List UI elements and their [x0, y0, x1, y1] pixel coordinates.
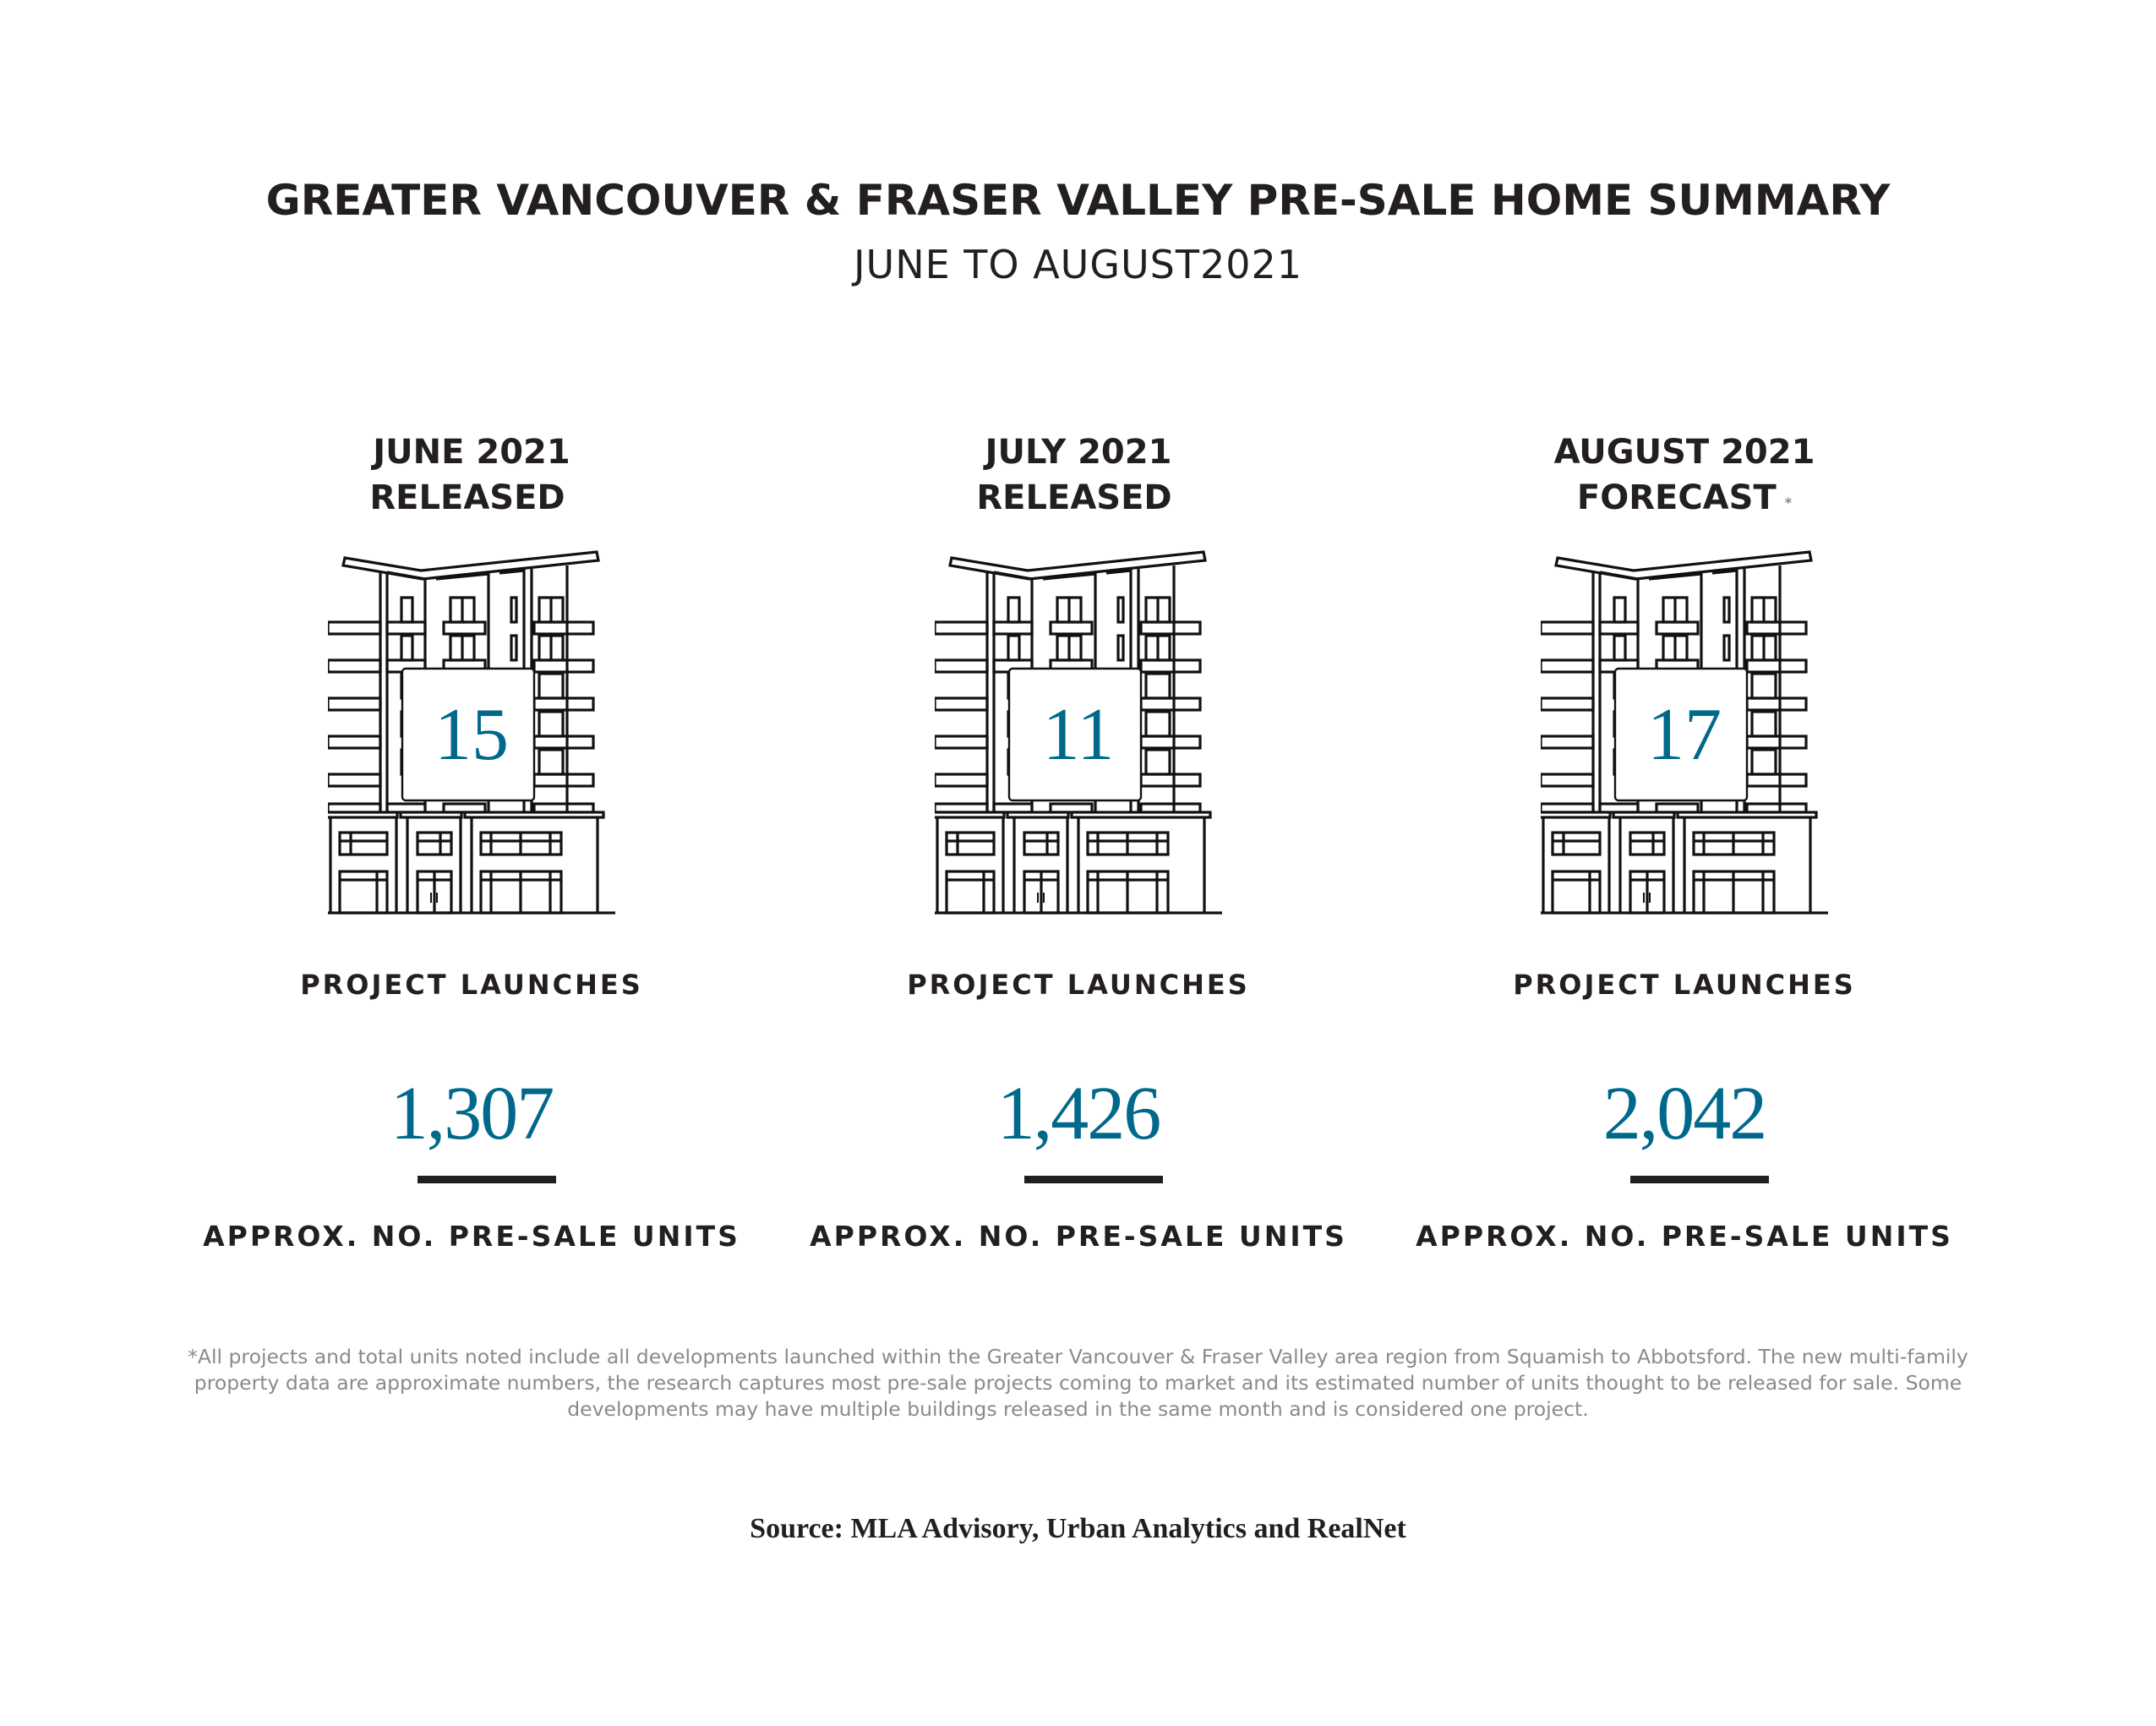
divider-bar	[1024, 1176, 1163, 1183]
column-month: JULY 2021	[985, 433, 1172, 472]
column-status: RELEASED	[976, 478, 1172, 517]
column-month: JUNE 2021	[373, 433, 570, 472]
source-citation: Source: MLA Advisory, Urban Analytics and RealNet	[750, 1513, 1406, 1544]
column-status: FORECAST	[1576, 478, 1777, 517]
column-month: AUGUST 2021	[1553, 433, 1815, 472]
presale-units-label: APPROX. NO. PRE-SALE UNITS	[203, 1220, 740, 1253]
presale-units-label: APPROX. NO. PRE-SALE UNITS	[1416, 1220, 1953, 1253]
asterisk-note: *	[1784, 494, 1793, 511]
page-title: GREATER VANCOUVER & FRASER VALLEY PRE-SALE HOME SUMMARY	[265, 176, 1891, 225]
column-heading	[150, 429, 793, 521]
divider-bar	[1630, 1176, 1769, 1183]
page-subtitle: JUNE TO AUGUST2021	[853, 242, 1303, 287]
project-launches-value: 15	[434, 694, 509, 776]
presale-units-value: 1,307	[390, 1072, 554, 1155]
summary-column-july	[757, 0, 1400, 1268]
presale-units-value: 1,426	[996, 1072, 1160, 1155]
divider-bar	[418, 1176, 556, 1183]
project-launches-label: PROJECT LAUNCHES	[907, 969, 1250, 1001]
summary-column-june	[150, 0, 793, 1268]
presale-units-label: APPROX. NO. PRE-SALE UNITS	[810, 1220, 1347, 1253]
project-launches-label: PROJECT LAUNCHES	[300, 969, 643, 1001]
column-heading	[757, 429, 1400, 521]
project-launches-value: 11	[1042, 694, 1115, 776]
footnote: *All projects and total units noted include all developments launched within the Greater Vancouver & Fraser Valley area region from Squamish to Abbotsford. The new multi-family property data are approximate numbers, the research captures most pre-sale projects coming to market and its estimated number of units thought to be released for sale. Some developments may have multiple buildings released in the same month and is considered one project.	[188, 1345, 1968, 1421]
presale-units-value: 2,042	[1602, 1072, 1766, 1155]
summary-column-august	[1363, 0, 2006, 1268]
column-status: RELEASED	[369, 478, 565, 517]
project-launches-label: PROJECT LAUNCHES	[1513, 969, 1856, 1001]
project-launches-value: 17	[1647, 694, 1722, 776]
column-heading	[1363, 429, 2006, 521]
